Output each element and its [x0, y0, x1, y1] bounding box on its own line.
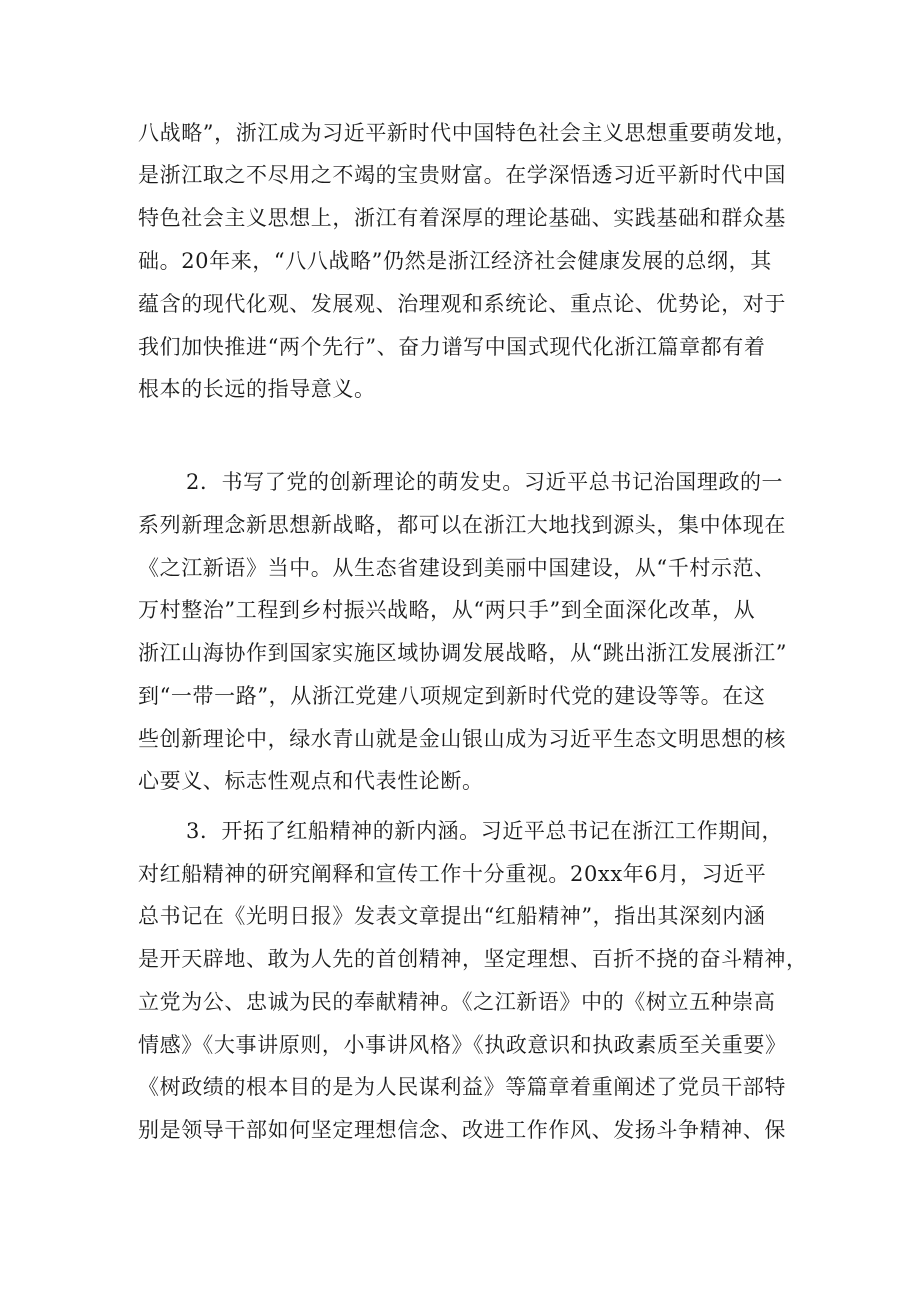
text-line: 系列新理念新思想新战略，都可以在浙江大地找到源头，集中体现在 — [138, 513, 786, 537]
text-line: 些创新理论中，绿水青山就是金山银山成为习近平生态文明思想的核 — [138, 727, 786, 751]
text-line: 到“一带一路”，从浙江党建八项规定到新时代党的建设等等。在这 — [138, 684, 766, 708]
text-line: 《树政绩的根本目的是为人民谋利益》等篇章着重阐述了党员干部特 — [138, 1075, 786, 1099]
text-line: 情感》《大事讲原则，小事讲风格》《执政意识和执政素质至关重要》 — [138, 1033, 787, 1057]
text-line: 蕴含的现代化观、发展观、治理观和系统论、重点论、优势论，对于 — [138, 292, 786, 316]
text-line: 我们加快推进“两个先行”、奋力谱写中国式现代化浙江篇章都有着 — [138, 335, 766, 359]
text-line: 《之江新语》当中。从生态省建设到美丽中国建设，从“千村示范、 — [138, 556, 776, 580]
text-line: 根本的长远的指导意义。 — [138, 377, 376, 401]
text-line: 特色社会主义思想上，浙江有着深厚的理论基础、实践基础和群众基 — [138, 206, 786, 230]
text-line: 是浙江取之不尽用之不竭的宝贵财富。在学深悟透习近平新时代中国 — [138, 163, 786, 187]
text-line: 总书记在《光明日报》发表文章提出“红船精神”，指出其深刻内涵 — [138, 904, 766, 928]
text-line: 八战略”，浙江成为习近平新时代中国特色社会主义思想重要萌发地， — [138, 121, 798, 145]
text-line: 3．开拓了红船精神的新内涵。习近平总书记在浙江工作期间， — [186, 819, 784, 843]
text-line: 别是领导干部如何坚定理想信念、改进工作作风、发扬斗争精神、保 — [138, 1118, 786, 1142]
text-line: 是开天辟地、敢为人先的首创精神，坚定理想、百折不挠的奋斗精神， — [138, 947, 808, 971]
text-line: 万村整治”工程到乡村振兴战略，从“两只手”到全面深化改革，从 — [138, 598, 756, 622]
text-line: 浙江山海协作到国家实施区域协调发展战略，从“跳出浙江发展浙江” — [138, 641, 788, 665]
text-line: 础。20年来，“八八战略”仍然是浙江经济社会健康发展的总纲，其 — [138, 249, 772, 273]
text-line: 2．书写了党的创新理论的萌发史。习近平总书记治国理政的一 — [186, 470, 784, 494]
text-line: 心要义、标志性观点和代表性论断。 — [138, 769, 484, 793]
text-line: 对红船精神的研究阐释和宣传工作十分重视。20xx年6月，习近平 — [138, 862, 767, 886]
text-line: 立党为公、忠诚为民的奉献精神。《之江新语》中的《树立五种崇高 — [138, 990, 776, 1014]
